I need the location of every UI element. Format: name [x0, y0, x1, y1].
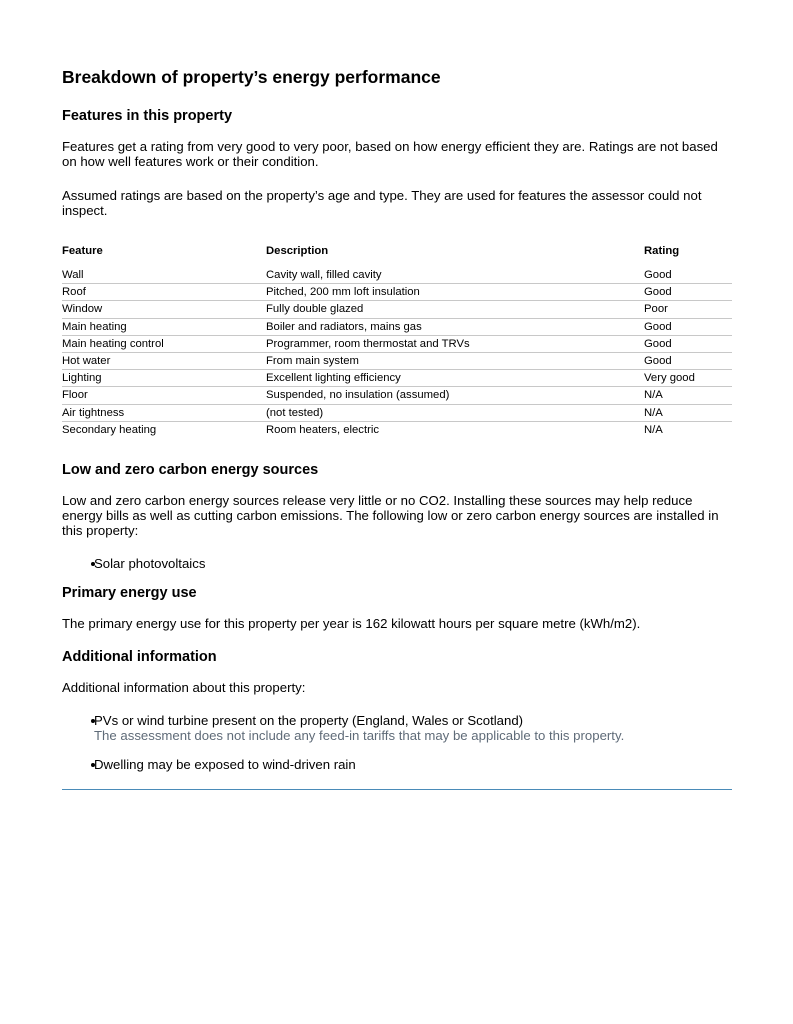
- description-cell: Pitched, 200 mm loft insulation: [266, 286, 420, 299]
- features-heading: Features in this property: [62, 108, 233, 124]
- page-title: Breakdown of property’s energy performance: [62, 67, 441, 87]
- feature-cell: Lighting: [62, 372, 102, 385]
- feature-cell: Main heating control: [62, 337, 164, 350]
- rating-cell: Good: [644, 355, 672, 368]
- description-cell: From main system: [266, 355, 359, 368]
- table-row: [62, 284, 732, 301]
- low-carbon-heading: Low and zero carbon energy sources: [62, 462, 319, 478]
- feature-cell: Main heating: [62, 320, 127, 333]
- table-row: [62, 405, 732, 422]
- table-row: [62, 370, 732, 387]
- features-intro-paragraph: Features get a rating from very good to very poor, based on how energy efficient they are. Ratings are not based on how well features work or their condition.: [62, 139, 718, 169]
- assumed-ratings-paragraph: Assumed ratings are based on the property’s age and type. They are used for features the assessor could not inspect.: [62, 188, 702, 218]
- list-item: [94, 713, 624, 743]
- rating-cell: Good: [644, 320, 672, 333]
- rating-cell: N/A: [644, 389, 663, 402]
- rating-cell: Poor: [644, 303, 668, 316]
- column-header-rating: Rating: [644, 245, 680, 257]
- rating-cell: Good: [644, 286, 672, 299]
- list-item-text: PVs or wind turbine present on the property (England, Wales or Scotland): [94, 713, 524, 728]
- feature-cell: Window: [62, 303, 103, 316]
- description-cell: Room heaters, electric: [266, 424, 380, 437]
- description-cell: Fully double glazed: [266, 303, 364, 316]
- description-cell: Boiler and radiators, mains gas: [266, 320, 422, 333]
- description-cell: Programmer, room thermostat and TRVs: [266, 337, 470, 350]
- description-cell: Cavity wall, filled cavity: [266, 269, 382, 282]
- list-item-note: The assessment does not include any feed-in tariffs that may be applicable to this property.: [94, 728, 625, 743]
- description-cell: (not tested): [266, 406, 324, 419]
- column-header-feature: Feature: [62, 245, 103, 257]
- primary-energy-heading: Primary energy use: [62, 585, 197, 601]
- features-table: [62, 243, 732, 439]
- rating-cell: Good: [644, 269, 672, 282]
- additional-info-heading: Additional information: [62, 649, 217, 665]
- rating-cell: Good: [644, 337, 672, 350]
- feature-cell: Floor: [62, 389, 88, 402]
- feature-cell: Hot water: [62, 355, 111, 368]
- feature-cell: Secondary heating: [62, 424, 157, 437]
- description-cell: Suspended, no insulation (assumed): [266, 389, 450, 402]
- section-divider: [62, 789, 732, 790]
- feature-cell: Air tightness: [62, 406, 125, 419]
- additional-info-intro: Additional information about this property:: [62, 680, 306, 695]
- list-item: Solar photovoltaics: [94, 556, 206, 571]
- table-header-row: [62, 243, 732, 259]
- table-row: [62, 387, 732, 404]
- table-row: [62, 319, 732, 336]
- description-cell: Excellent lighting efficiency: [266, 372, 401, 385]
- low-carbon-paragraph: Low and zero carbon energy sources release very little or no CO2. Installing these sources may help reduce energy bills as well as cutting carbon emissions. The following low or zero carbon energy sources are installed in this property:: [62, 493, 719, 538]
- rating-cell: Very good: [644, 372, 695, 385]
- feature-cell: Wall: [62, 269, 84, 282]
- feature-cell: Roof: [62, 286, 86, 299]
- table-row: [62, 353, 732, 370]
- table-row: [62, 336, 732, 353]
- rating-cell: N/A: [644, 406, 663, 419]
- rating-cell: N/A: [644, 424, 663, 437]
- table-row: [62, 422, 732, 439]
- primary-energy-paragraph: The primary energy use for this property per year is 162 kilowatt hours per square metre (kWh/m2).: [62, 616, 641, 631]
- table-row: [62, 301, 732, 318]
- column-header-description: Description: [266, 245, 329, 257]
- list-item: Dwelling may be exposed to wind-driven rain: [94, 757, 356, 772]
- table-row: [62, 267, 732, 284]
